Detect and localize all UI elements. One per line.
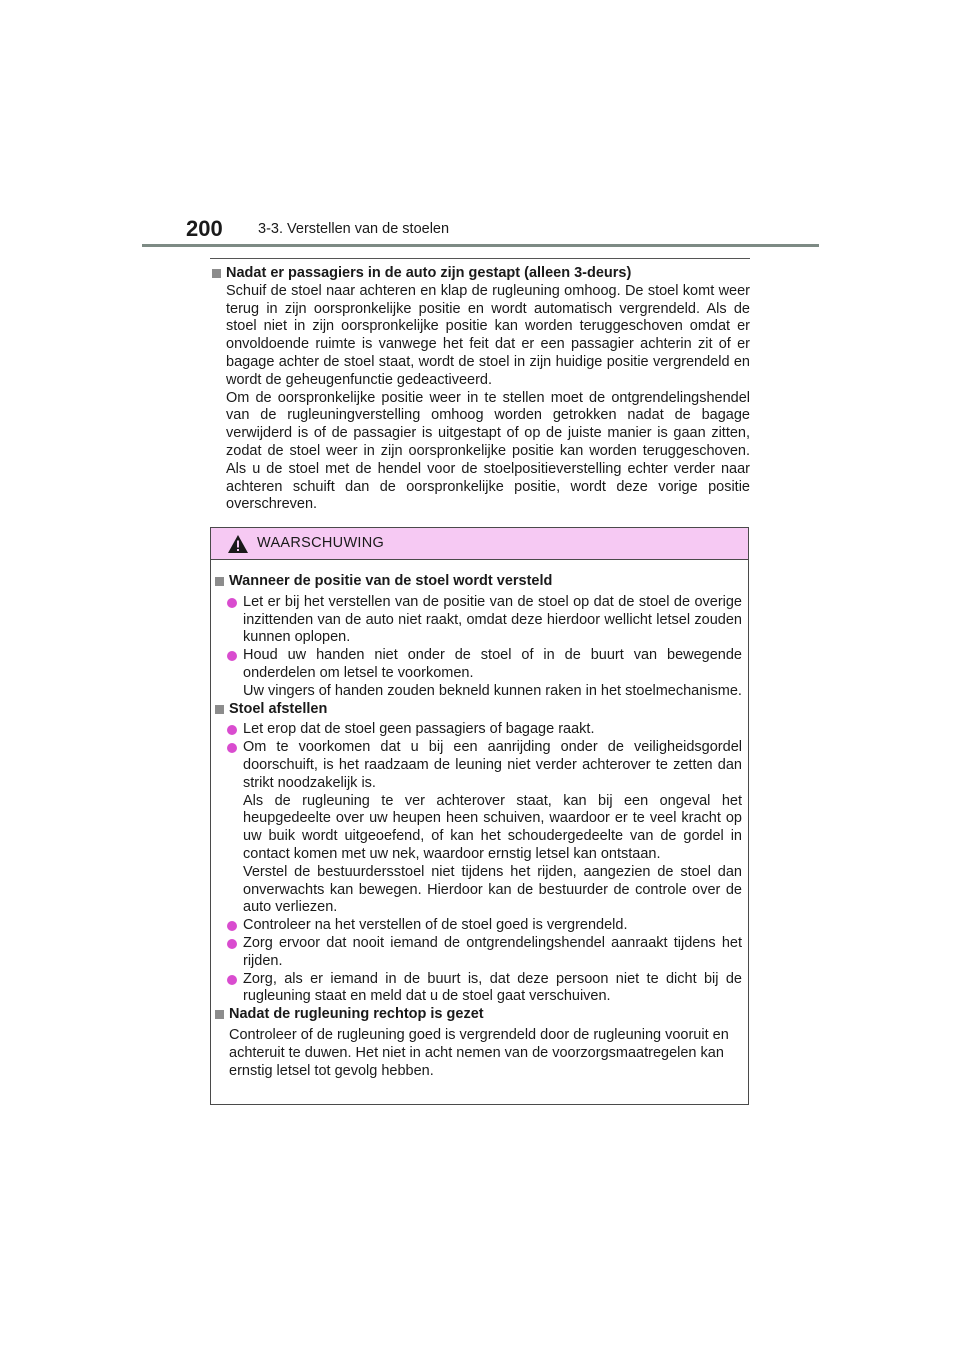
round-bullet-icon bbox=[227, 743, 237, 753]
warning-section-text bbox=[213, 1027, 742, 1080]
warning-item-text: Uw vingers of handen zouden bekneld kunnen raken in het stoelmechanisme. bbox=[243, 682, 742, 699]
round-bullet-icon bbox=[227, 921, 237, 931]
intro-heading-text: Nadat er passagiers in de auto zijn gestapt (alleen 3-deurs) bbox=[226, 265, 632, 281]
section-title: 3-3. Verstellen van de stoelen bbox=[258, 221, 450, 237]
header-rule bbox=[142, 244, 819, 247]
warning-section bbox=[213, 1006, 742, 1080]
warning-section-heading-text: Stoel afstellen bbox=[229, 700, 328, 717]
warning-list-item bbox=[213, 594, 742, 647]
warning-label: WAARSCHUWING bbox=[257, 535, 385, 551]
warning-section-heading bbox=[213, 1006, 742, 1024]
round-bullet-icon bbox=[227, 598, 237, 608]
warning-list-item bbox=[213, 739, 742, 917]
intro-section bbox=[210, 265, 750, 514]
warning-section bbox=[213, 701, 742, 1007]
square-bullet-icon bbox=[215, 705, 224, 714]
round-bullet-icon bbox=[227, 651, 237, 661]
warning-item-text: Let erop dat de stoel geen passagiers of bagage raakt. bbox=[243, 721, 595, 738]
warning-item-text: Verstel de bestuurdersstoel niet tijdens het rijden, aangezien de stoel dan onverwachts kan bewegen. Hierdoor kan de bestuurder de controle over de auto verliezen. bbox=[243, 863, 742, 916]
warning-item-text: Zorg ervoor dat nooit iemand de ontgrendelingshendel aanraakt tijdens het rijden. bbox=[243, 934, 742, 969]
warning-triangle-icon bbox=[228, 535, 248, 553]
content-divider bbox=[210, 258, 750, 259]
warning-header bbox=[211, 528, 748, 560]
warning-list-item bbox=[213, 917, 742, 935]
warning-paragraph: Controleer of de rugleuning goed is vergrendeld door de rugleuning vooruit en achteruit te duwen. Het niet in acht nemen van de voorzorgsmaatregelen kan ernstig letsel tot gevolg hebben. bbox=[229, 1026, 729, 1079]
warning-section bbox=[213, 573, 742, 701]
warning-box bbox=[210, 527, 749, 1105]
intro-body bbox=[210, 283, 750, 514]
warning-item-text: Zorg, als er iemand in de buurt is, dat deze persoon niet te dicht bij de rugleuning staat en meld dat u de stoel gaat verschuiven. bbox=[243, 970, 742, 1005]
round-bullet-icon bbox=[227, 939, 237, 949]
square-bullet-icon bbox=[212, 269, 221, 278]
warning-section-heading bbox=[213, 573, 742, 591]
warning-item-text: Controleer na het verstellen of de stoel goed is vergrendeld. bbox=[243, 917, 628, 934]
warning-list-item bbox=[213, 647, 742, 700]
square-bullet-icon bbox=[215, 1010, 224, 1019]
warning-section-heading-text: Nadat de rugleuning rechtop is gezet bbox=[229, 1006, 484, 1023]
warning-item-text: Als de rugleuning te ver achterover staat, kan bij een ongeval het heupgedeelte over uw heupen heen schuiven, waardoor er te veel kracht op uw buik wordt uitgeoefend, of kan het schoudergedeelte van de gordel in contact komen met uw nek, waardoor ernstig letsel kan ontstaan. bbox=[243, 792, 742, 862]
warning-list-item bbox=[213, 935, 742, 971]
warning-item-text: Houd uw handen niet onder de stoel of in de buurt van bewegende onderdelen om letsel te voorkomen. bbox=[243, 647, 742, 681]
warning-item-text: Let er bij het verstellen van de positie van de stoel op dat de stoel de overige inzittenden van de auto niet raakt, omdat deze hierdoor wellicht letsel zouden kunnen oplopen. bbox=[243, 593, 742, 646]
warning-section-heading-text: Wanneer de positie van de stoel wordt versteld bbox=[229, 573, 553, 589]
warning-list-item bbox=[213, 971, 742, 1007]
warning-section-heading bbox=[213, 701, 742, 719]
round-bullet-icon bbox=[227, 725, 237, 735]
square-bullet-icon bbox=[215, 577, 224, 586]
warning-content bbox=[211, 560, 748, 1080]
warning-list-item bbox=[213, 721, 742, 739]
round-bullet-icon bbox=[227, 975, 237, 985]
warning-item-text: Om te voorkomen dat u bij een aanrijding onder de veiligheidsgordel doorschuift, is het raadzaam de leuning niet verder achterover te zetten dan strikt noodzakelijk is. bbox=[243, 739, 742, 791]
intro-heading bbox=[210, 265, 750, 283]
intro-paragraph: Om de oorspronkelijke positie weer in te stellen moet de ontgrendelingshendel van de rugleuningverstelling omhoog worden getrokken nadat de bagage verwijderd is of de passagier is uitgestapt of op de juiste manier is gaan zitten, zodat de stoel weer in zijn oorspronkelijke positie kan worden teruggeschoven. Als u de stoel met de hendel voor de stoelpositieverstelling echter verder naar achteren schuift dan de oorspronkelijke positie, wordt deze vorige positie overschreven. bbox=[226, 389, 750, 513]
page-number: 200 bbox=[186, 216, 223, 241]
intro-paragraph: Schuif de stoel naar achteren en klap de rugleuning omhoog. De stoel komt weer terug in zijn oorspronkelijke positie en wordt automatisch vergrendeld. Als de stoel niet in zijn oorspronkelijke positie kan worden teruggeschoven omdat er onvoldoende ruimte is vanwege het feit dat er een passagier achterin zit of er bagage achter de stoel staat, wordt de stoel in zijn huidige positie vergrendeld en wordt de geheugenfunctie gedeactiveerd. bbox=[226, 282, 750, 388]
page-header bbox=[0, 214, 960, 246]
